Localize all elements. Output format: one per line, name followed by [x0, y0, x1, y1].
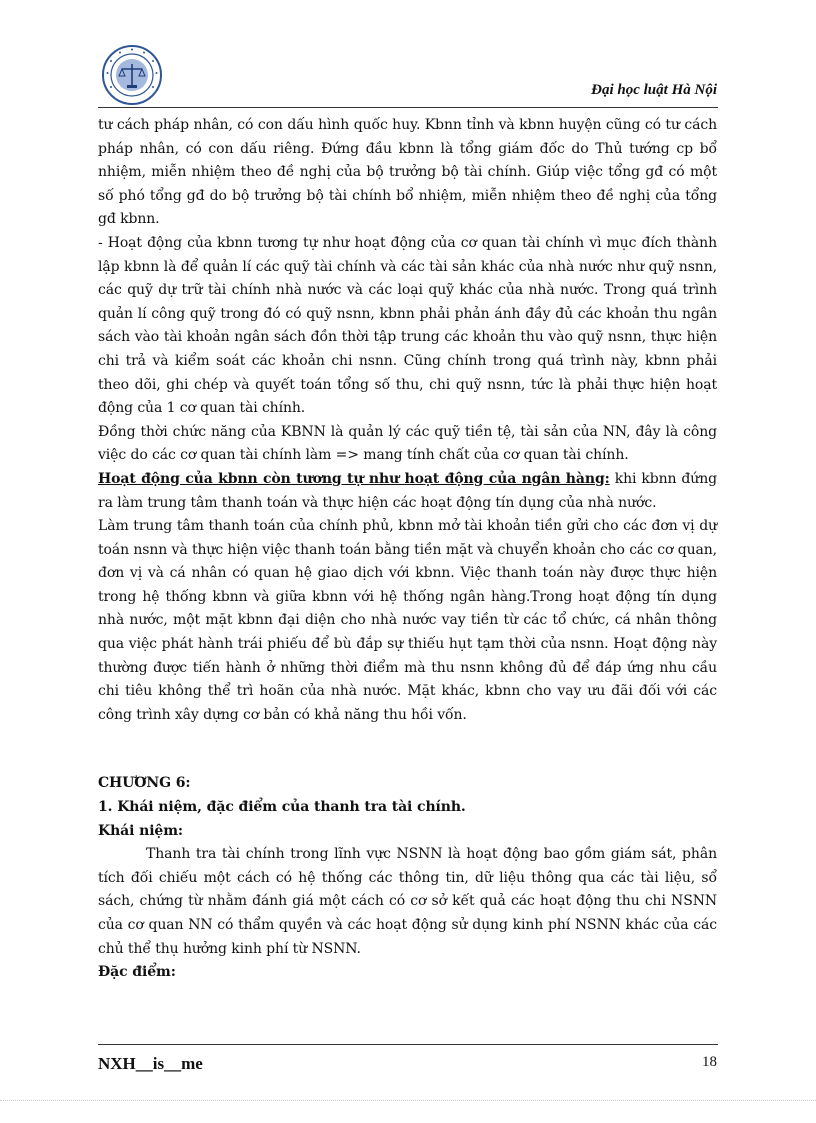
- concept-text: Thanh tra tài chính trong lĩnh vực NSNN là hoạt động bao gồm giám sát, phân tích đối chiếu một cách có hệ thống các thông tin, dữ liệu thông qua các tài liệu, sổ sách, chứng từ nhằm đánh giá một cách có cơ sở kết quả các hoạt động thu chi NSNN của cơ quan NN có thẩm quyền và các hoạt động sử dụng kinh phí NSNN khác của các chủ thể thụ hưởng kinh phí từ NSNN.: [98, 846, 717, 957]
- page-number: 18: [702, 1054, 717, 1070]
- paragraph-legal-status: tư cách pháp nhân, có con dấu hình quốc huy. Kbnn tỉnh và kbnn huyện cũng có tư cách pháp nhân, có con dấu riêng. Đứng đầu kbnn là tổng giám đốc do Thủ tướng cp bổ nhiệm, miễn nhiệm theo đề nghị của bộ trưởng bộ tài chính. Giúp việc tổng gđ có một số phó tổng gđ do bộ trưởng bộ tài chính bổ nhiệm, miễn nhiệm theo đề nghị của tổng gđ kbnn.: [98, 117, 717, 228]
- footer-divider: [98, 1044, 718, 1045]
- section-heading: 1. Khái niệm, đặc điểm của thanh tra tài chính.: [98, 799, 466, 816]
- bank-activity-text: khi kbnn đứng ra làm trung tâm thanh toán và thực hiện các hoạt động tín dụng của nhà nước.: [98, 470, 717, 511]
- paragraph-payment-center: Làm trung tâm thanh toán của chính phủ, kbnn mở tài khoản tiền gửi cho các đơn vị dự toán nsnn và thực hiện việc thanh toán bằng tiền mặt và chuyển khoản cho các cơ quan, đơn vị và cá nhân có quan hệ giao dịch với kbnn. Việc thanh toán này được thực hiện trong hệ thống kbnn và giữa kbnn với hệ thống ngân hàng.Trong hoạt động tín dụng nhà nước, một mặt kbnn đại diện cho nhà nước vay tiền từ các tổ chức, cá nhân thông qua việc phát hành trái phiếu để bù đắp sự thiếu hụt tạm thời của nsnn. Hoạt động này thường được tiến hành ở những thời điểm mà thu nsnn không đủ để đáp ứng nhu cầu chi tiêu không thể trì hoãn của nhà nước. Mặt khác, kbnn cho vay ưu đãi đối với các công trình xây dựng cơ bản có khả năng thu hồi vốn.: [98, 518, 717, 723]
- paragraph-bank-activity: [98, 468, 717, 515]
- concept-label: Khái niệm:: [98, 822, 183, 839]
- document-body: [98, 114, 717, 985]
- header-title: Đại học luật Hà Nội: [591, 82, 717, 98]
- spacer: [98, 727, 717, 772]
- features-label: Đặc điểm:: [98, 964, 176, 981]
- page-bottom-border: [0, 1100, 816, 1101]
- paragraph-function: Đồng thời chức năng của KBNN là quản lý các quỹ tiền tệ, tài sản của NN, đây là công việc do các cơ quan tài chính làm => mang tính chất của cơ quan tài chính.: [98, 423, 717, 464]
- university-seal-icon: [101, 44, 163, 106]
- footer-author: NXH__is__me: [98, 1054, 203, 1073]
- chapter-heading: CHƯƠNG 6:: [98, 775, 191, 792]
- bank-activity-heading: Hoạt động của kbnn còn tương tự như hoạt động của ngân hàng:: [98, 470, 610, 487]
- header-divider: [98, 107, 718, 108]
- paragraph-financial-agency: - Hoạt động của kbnn tương tự như hoạt động của cơ quan tài chính vì mục đích thành lập kbnn là để quản lí các quỹ tài chính và các tài sản khác của nhà nước như quỹ nsnn, các quỹ dự trữ tài chính nhà nước và các loại quỹ khác của nhà nước. Trong quá trình quản lí công quỹ trong đó có quỹ nsnn, kbnn phải phản ánh đầy đủ các khoản thu ngân sách vào tài khoản ngân sách đồn thời tập trung các khoản thu vào quỹ nsnn, thực hiện chi trả và kiểm soát các khoản chi nsnn. Cũng chính trong quá trình này, kbnn phải theo dõi, ghi chép và quyết toán tổng số thu, chi quỹ nsnn, tức là phải thực hiện hoạt động của 1 cơ quan tài chính.: [98, 234, 717, 417]
